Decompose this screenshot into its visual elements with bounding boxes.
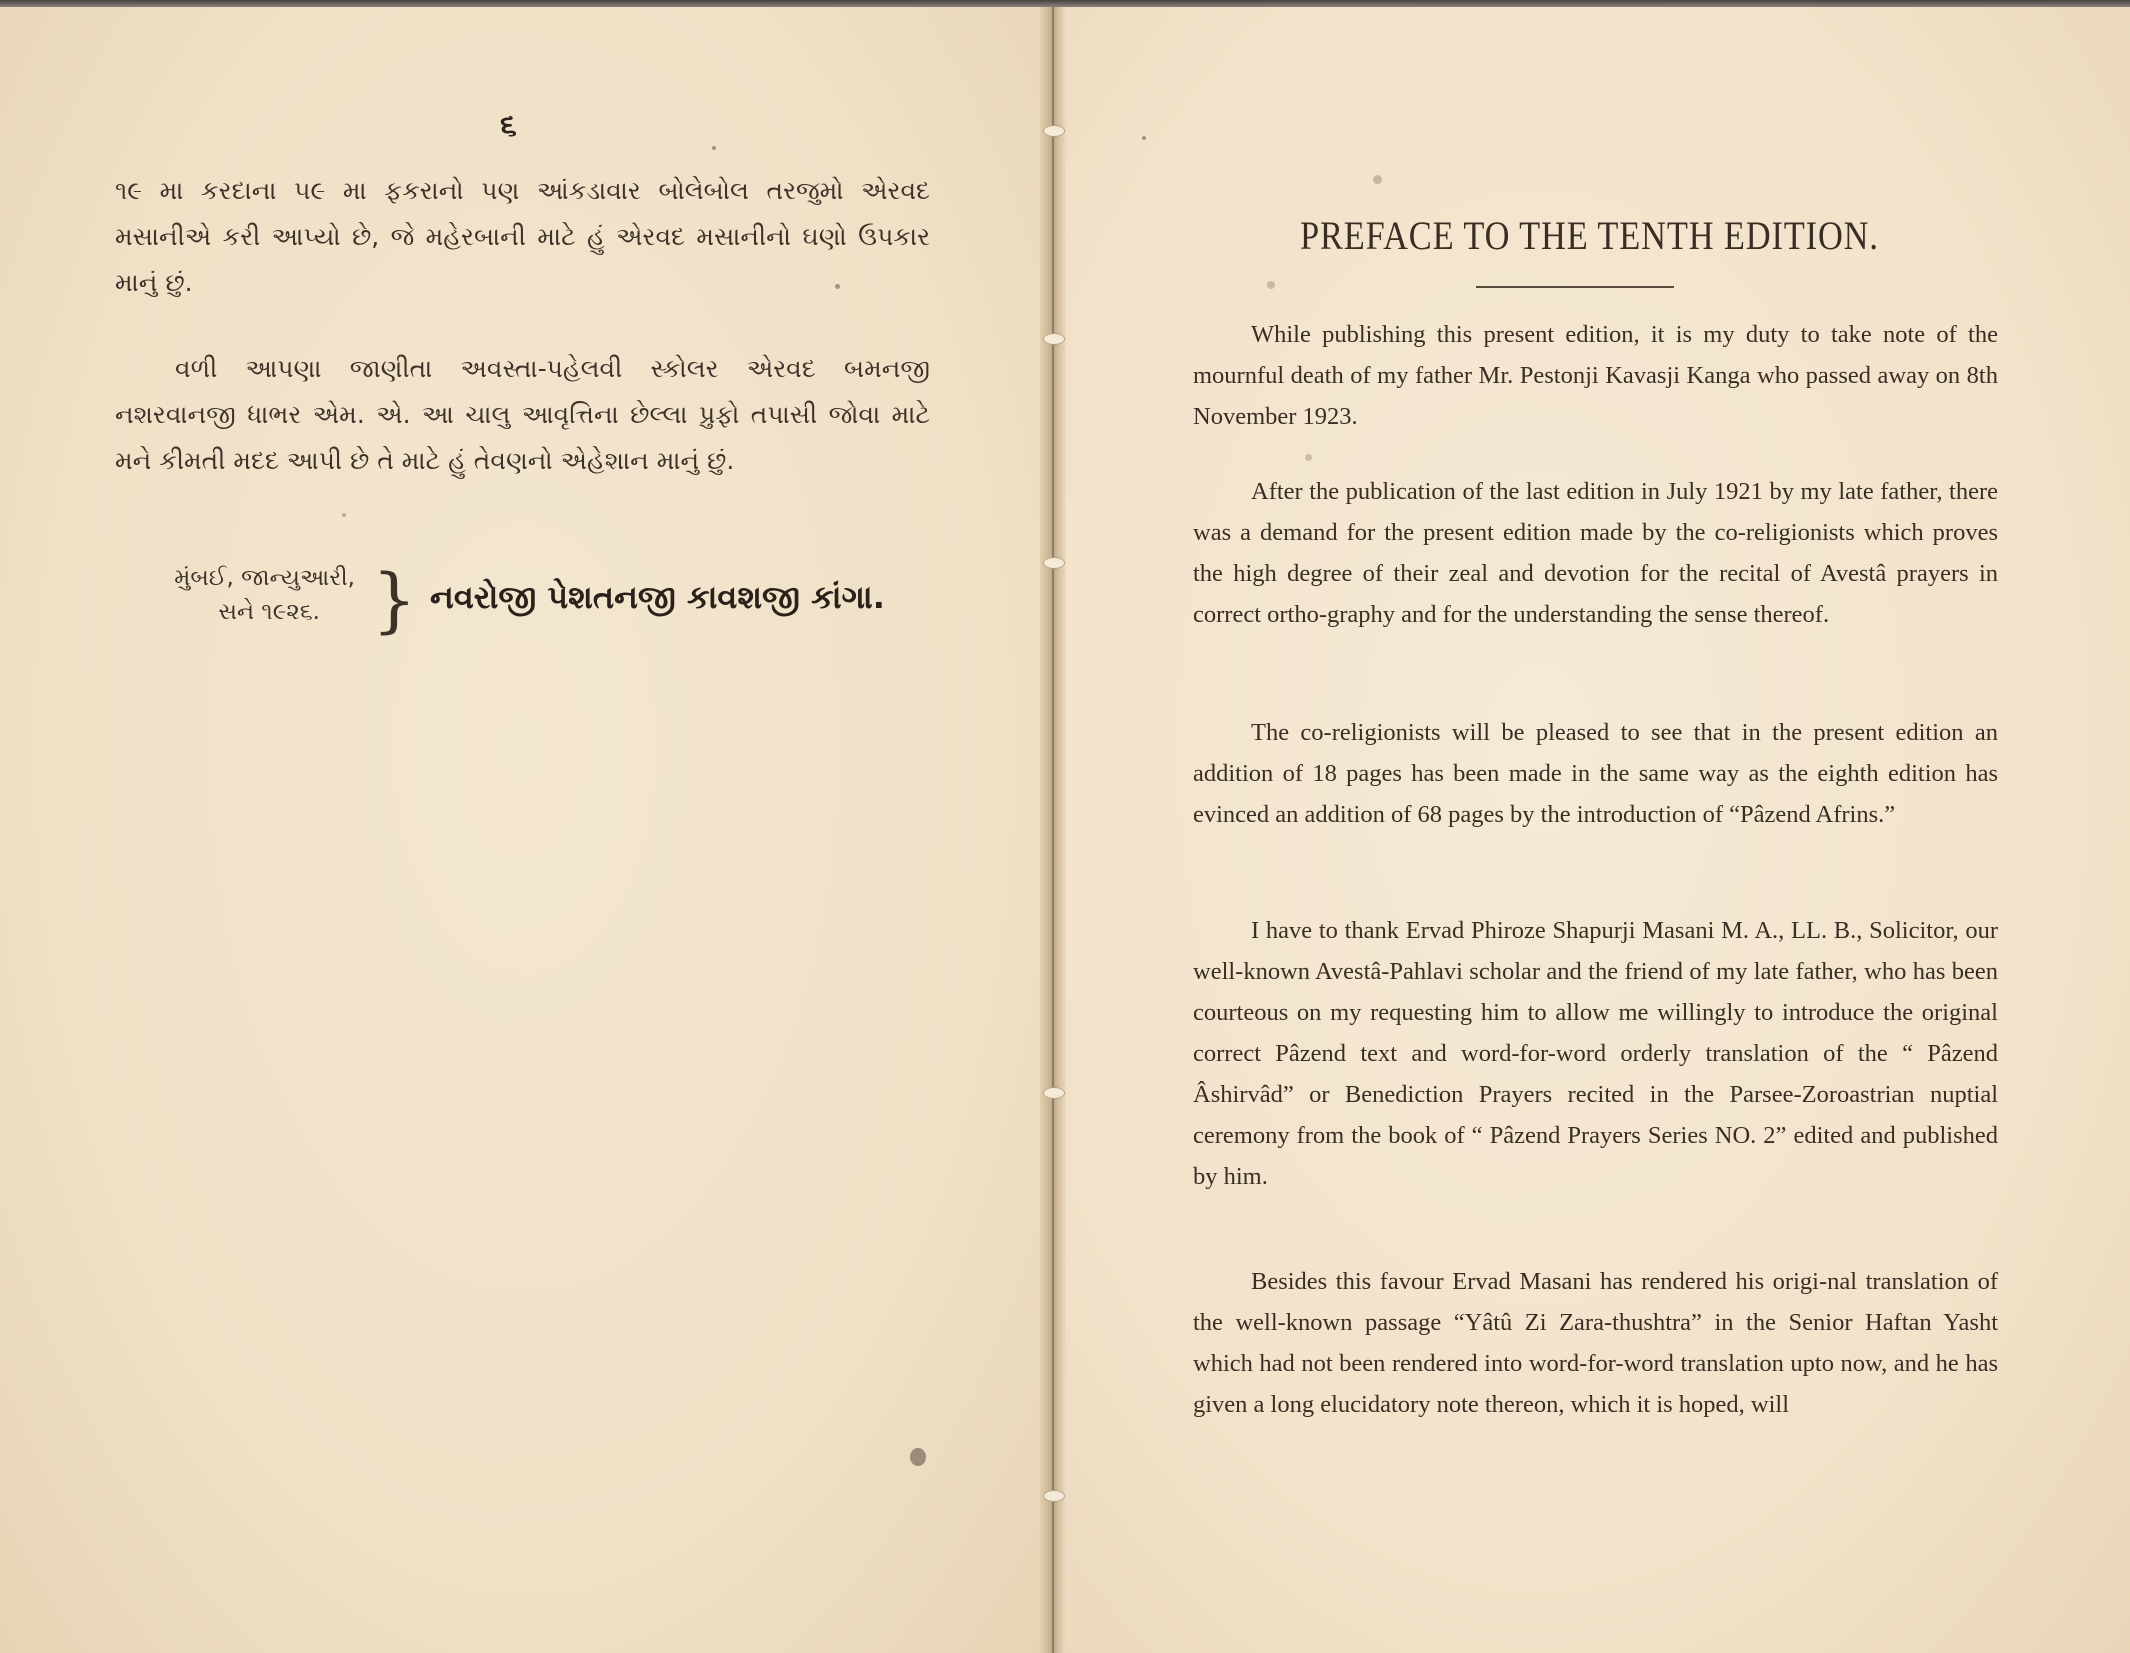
preface-paragraph: The co-religionists will be pleased to see that in the present edition an addition of 18 pages has been made in the same way as the eighth edition has evinced an addition of 68 pages by the introduction of “Pâzend Afrins.” [1193,719,1998,828]
signature-year: સને ૧૯૨૬. [218,599,320,625]
preface-paragraph: After the publication of the last edition in July 1921 by my late father, there was a demand for the present edition made by the co-religionists which proves the high degree of their zeal and devotion for the recital of Avestâ prayers in correct ortho-graphy and for the understanding the sense thereof. [1193,478,1998,628]
paper-speck [712,146,716,150]
binding-stitch [1043,1087,1065,1099]
paper-speck [1373,175,1382,184]
binding-stitch [1043,125,1065,137]
paper-speck [1267,281,1275,289]
page-number: ૬ [500,108,517,143]
paper-speck [1142,136,1146,140]
paper-speck [1305,454,1312,461]
preface-paragraph: Besides this favour Ervad Masani has rendered his origi-nal translation of the well-known passage “Yâtû Zi Zara-thushtra” in the Senior Haftan Yasht which had not been rendered into word-for-word translation upto now, and he has given a long elucidatory note thereon, which it is hoped, will [1193,1268,1998,1418]
gutter-fold-line [1052,7,1054,1653]
scan-top-edge [0,0,2130,7]
signature-name: નવરોજી પેશતનજી કાવશજી કાંગા. [430,578,885,616]
preface-title: PREFACE TO THE TENTH EDITION. [1300,213,1879,258]
curly-brace-glyph: } [372,559,417,641]
gujarati-paragraph: ૧૯ મા કરદાના ૫૯ મા ફકરાનો પણ આંકડાવાર બોલેબોલ તરજુમો એરવદ મસાનીએ કરી આપ્યો છે, જે મહેરબાની માટે હું એરવદ મસાનીનો ઘણો ઉપકાર માનું છું. [115,176,930,297]
binding-stitch [1043,1490,1065,1502]
preface-paragraph: I have to thank Ervad Phiroze Shapurji Masani M. A., LL. B., Solicitor, our well-known Avestâ-Pahlavi scholar and the friend of my late father, who has been courteous on my requesting him to allow me willingly to introduce the original correct Pâzend text and word-for-word orderly translation of the “ Pâzend Âshirvâd” or Benediction Prayers recited in the Parsee-Zoroastrian nuptial ceremony from the book of “ Pâzend Prayers Series NO. 2” edited and published by him. [1193,917,1998,1190]
gujarati-paragraph: વળી આપણા જાણીતા અવસ્તા-પહેલવી સ્કોલર એરવદ બમનજી નશરવાનજી ધાભર એમ. એ. આ ચાલુ આવૃત્તિના છેલ્લા પ્રુફો તપાસી જોવા માટે મને કીમતી મદદ આપી છે તે માટે હું તેવણનો એહેશાન માનું છું. [115,354,930,475]
binding-stitch [1043,333,1065,345]
paper-speck [910,1448,926,1466]
title-divider [1476,286,1674,288]
binding-stitch [1043,557,1065,569]
paper-speck [835,284,840,289]
preface-paragraph: While publishing this present edition, it is my duty to take note of the mournful death of my father Mr. Pestonji Kavasji Kanga who passed away on 8th November 1923. [1193,321,1998,430]
signature-place-date: મુંબઈ, જાન્યુઆરી, [174,565,355,591]
paper-speck [342,513,346,517]
